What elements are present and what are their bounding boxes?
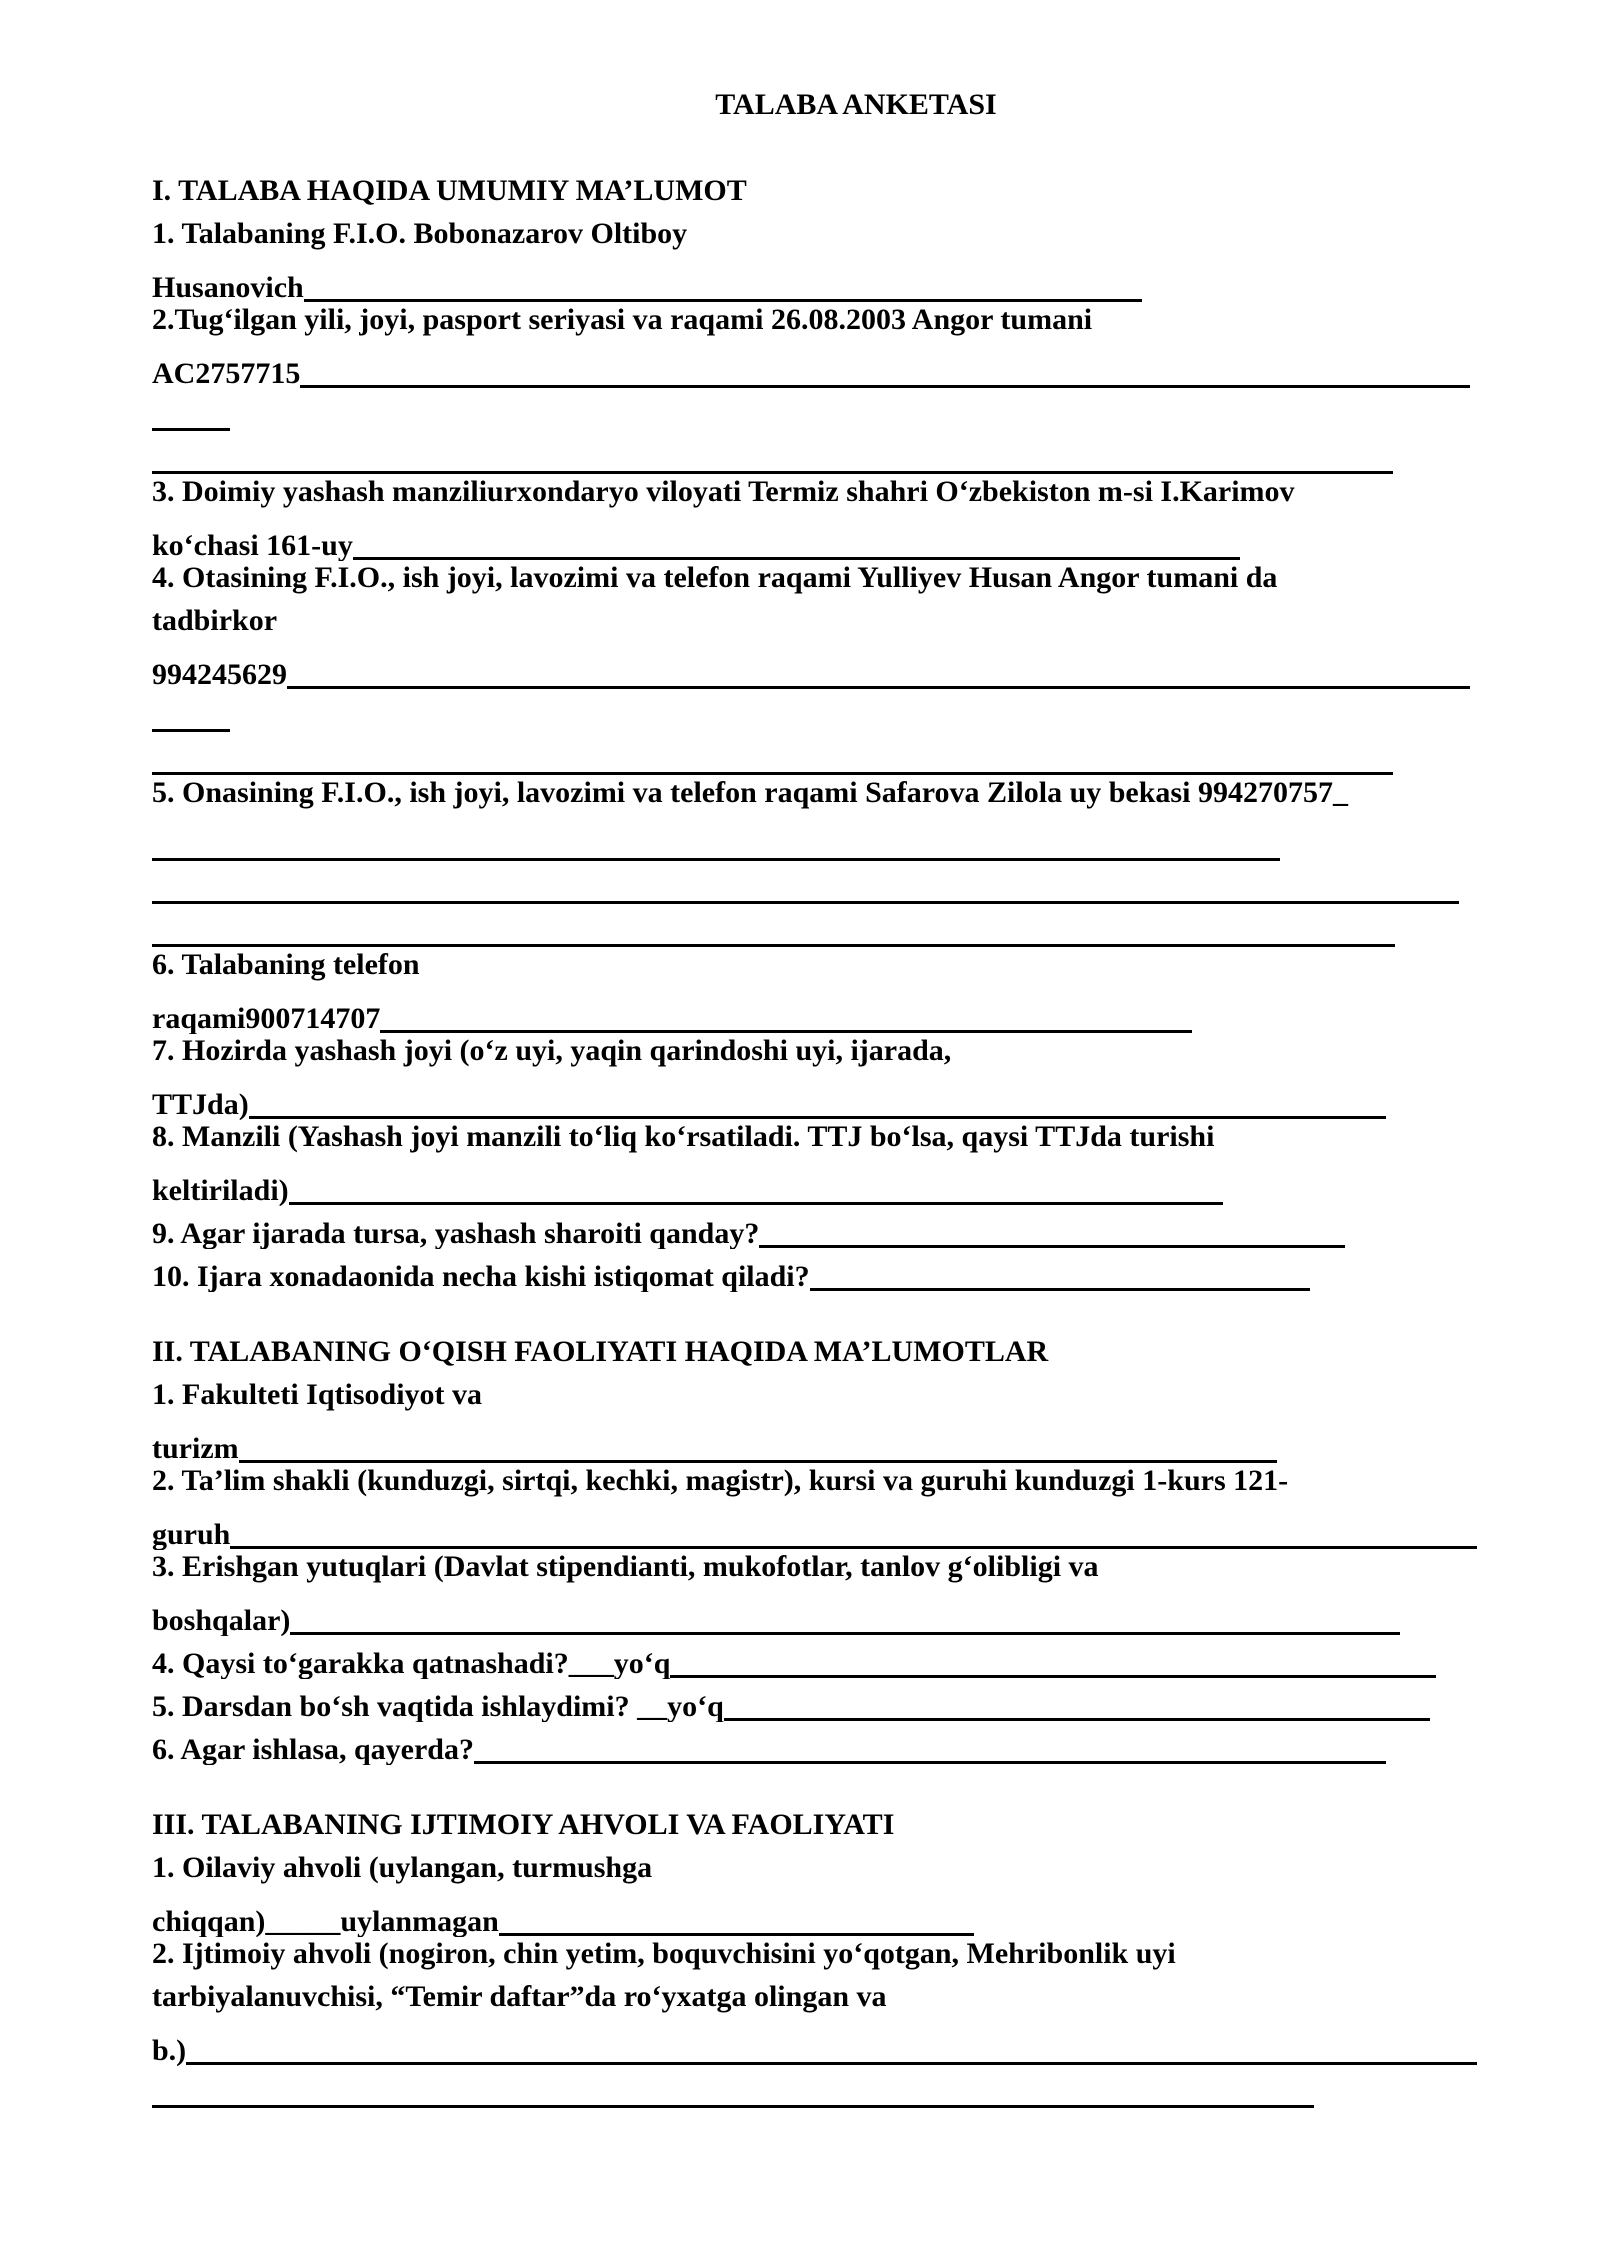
item-iii-1-family <box>152 1851 1560 1894</box>
text-run: 1. Oilaviy ahvoli (uylangan, turmushga <box>152 1851 653 1884</box>
blank-underline <box>152 2071 1314 2108</box>
section-3-heading <box>152 1808 1560 1851</box>
blank-underline-line <box>152 819 1560 862</box>
text-run: tadbirkor <box>152 604 278 637</box>
blank-underline <box>152 695 230 732</box>
text-run: 6. Agar ishlasa, qayerda? <box>152 1733 474 1765</box>
blank-underline <box>152 867 1459 904</box>
item-ii-3-achievements <box>152 1550 1560 1593</box>
blank-underline <box>152 437 1393 474</box>
blank-underline <box>152 824 1280 861</box>
blank-underline <box>239 1426 1277 1463</box>
blank-underline <box>249 1082 1386 1119</box>
blank-underline <box>724 1684 1430 1721</box>
item-7-residence-continued <box>152 1077 1386 1120</box>
blank-line <box>152 1765 1560 1808</box>
text-run: tarbiyalanuvchisi, “Temir daftar”da ro‘yxatga olingan va <box>152 1980 887 2013</box>
item-4-father-phone <box>152 647 1470 690</box>
blank-underline <box>474 1727 1386 1764</box>
section-1-heading <box>152 174 1560 217</box>
blank-underline-line <box>152 2066 1560 2109</box>
item-ii-2-study-form <box>152 1464 1560 1507</box>
text-run: III. TALABANING IJTIMOIY AHVOLI VA FAOLIYATI <box>152 1808 895 1841</box>
text-run: 5. Darsdan bo‘sh vaqtida ishlaydimi? __yo‘q <box>152 1690 724 1722</box>
item-4-father <box>152 561 1560 604</box>
item-iii-2-social-continued <box>152 1980 1560 2023</box>
item-ii-2-study-form-continued <box>152 1507 1477 1550</box>
blank-underline <box>759 1211 1345 1248</box>
item-5-mother <box>152 776 1560 819</box>
item-ii-4-club <box>152 1636 1436 1679</box>
blank-underline-line <box>152 862 1560 905</box>
text-run: 2. Ta’lim shakli (kunduzgi, sirtqi, kechki, magistr), kursi va guruhi kunduzgi 1-kurs 121- <box>152 1464 1289 1497</box>
text-run: b.) <box>152 2034 187 2066</box>
blank-underline <box>304 265 1142 302</box>
blank-underline <box>152 910 1395 947</box>
text-run: raqami900714707 <box>152 1002 381 1034</box>
item-7-residence <box>152 1034 1560 1077</box>
blank-underline-line <box>152 432 1560 475</box>
item-3-address-continued <box>152 518 1240 561</box>
text-run: 994245629 <box>152 658 287 690</box>
blank-underline <box>289 1168 1223 1205</box>
item-9-rent-conditions <box>152 1206 1345 1249</box>
item-3-address <box>152 475 1560 518</box>
text-run: I. TALABA HAQIDA UMUMIY MA’LUMOT <box>152 174 747 207</box>
section-2-heading <box>152 1335 1560 1378</box>
item-4-father-continued <box>152 604 1560 647</box>
item-ii-5-work <box>152 1679 1430 1722</box>
item-ii-6-work-where <box>152 1722 1386 1765</box>
item-ii-3-achievements-continued <box>152 1593 1400 1636</box>
item-10-rent-people <box>152 1249 1310 1292</box>
blank-underline <box>152 738 1393 775</box>
text-run: 7. Hozirda yashash joyi (o‘z uyi, yaqin qarindoshi uyi, ijarada, <box>152 1034 952 1067</box>
text-run: TALABA ANKETASI <box>715 88 997 121</box>
text-run: 3. Doimiy yashash manziliurxondaryo viloyati Termiz shahri O‘zbekiston m-si I.Karimov <box>152 475 1295 508</box>
item-ii-1-faculty-continued <box>152 1421 1277 1464</box>
blank-underline-line <box>152 905 1560 948</box>
item-2-birth-continued <box>152 346 1470 389</box>
blank-underline-line <box>152 389 1560 432</box>
text-run: 1. Talabaning F.I.O. Bobonazarov Oltiboy <box>152 217 688 250</box>
text-run: 6. Talabaning telefon <box>152 948 420 981</box>
text-run: 3. Erishgan yutuqlari (Davlat stipendianti, mukofotlar, tanlov g‘olibligi va <box>152 1550 1099 1583</box>
blank-underline <box>353 523 1240 560</box>
text-run: 9. Agar ijarada tursa, yashash sharoiti qanday? <box>152 1217 760 1249</box>
text-run: 5. Onasining F.I.O., ish joyi, lavozimi va telefon raqami Safarova Zilola uy bekasi 994270757_ <box>152 776 1348 809</box>
blank-underline <box>499 1899 974 1936</box>
blank-underline <box>810 1254 1310 1291</box>
blank-underline <box>670 1641 1436 1678</box>
text-run: turizm <box>152 1432 239 1464</box>
document-title <box>152 88 1560 131</box>
item-1-fio-continued <box>152 260 1142 303</box>
item-8-address-detail-continued <box>152 1163 1223 1206</box>
item-6-phone <box>152 948 1560 991</box>
text-run: guruh <box>152 1518 231 1550</box>
blank-underline-line <box>152 690 1560 733</box>
blank-underline <box>380 996 1192 1033</box>
item-iii-2-social <box>152 1937 1560 1980</box>
blank-line <box>152 131 1560 174</box>
item-ii-1-faculty <box>152 1378 1560 1421</box>
text-run: ko‘chasi 161-uy <box>152 529 353 561</box>
text-run: 1. Fakulteti Iqtisodiyot va <box>152 1378 483 1411</box>
blank-underline <box>290 1598 1400 1635</box>
blank-underline <box>230 1512 1477 1549</box>
text-run: 2.Tug‘ilgan yili, joyi, pasport seriyasi va raqami 26.08.2003 Angor tumani <box>152 303 1093 336</box>
item-iii-1-family-continued <box>152 1894 974 1937</box>
item-6-phone-continued <box>152 991 1192 1034</box>
text-run: keltiriladi) <box>152 1174 289 1206</box>
blank-underline <box>300 351 1470 388</box>
text-run: chiqqan)_____uylanmagan <box>152 1905 499 1937</box>
text-run: 2. Ijtimoiy ahvoli (nogiron, chin yetim, boquvchisini yo‘qotgan, Mehribonlik uyi <box>152 1937 1176 1970</box>
item-8-address-detail <box>152 1120 1560 1163</box>
text-run: 8. Manzili (Yashash joyi manzili to‘liq ko‘rsatiladi. TTJ bo‘lsa, qaysi TTJda turishi <box>152 1120 1215 1153</box>
text-run: TTJda) <box>152 1088 249 1120</box>
blank-underline <box>287 652 1470 689</box>
blank-underline <box>186 2028 1477 2065</box>
blank-underline <box>152 394 230 431</box>
text-run: II. TALABANING O‘QISH FAOLIYATI HAQIDA MA’LUMOTLAR <box>152 1335 1049 1368</box>
item-1-fio <box>152 217 1560 260</box>
text-run: 10. Ijara xonadaonida necha kishi istiqomat qiladi? <box>152 1260 810 1292</box>
blank-line <box>152 1292 1560 1335</box>
text-run: Husanovich <box>152 271 304 303</box>
item-iii-2-social-answer <box>152 2023 1477 2066</box>
item-2-birth <box>152 303 1560 346</box>
text-run: boshqalar) <box>152 1604 291 1636</box>
text-run: AC2757715 <box>152 357 301 389</box>
blank-underline-line <box>152 733 1560 776</box>
text-run: 4. Otasining F.I.O., ish joyi, lavozimi va telefon raqami Yulliyev Husan Angor tumani da <box>152 561 1278 594</box>
text-run: 4. Qaysi to‘garakka qatnashadi?___yo‘q <box>152 1647 671 1679</box>
